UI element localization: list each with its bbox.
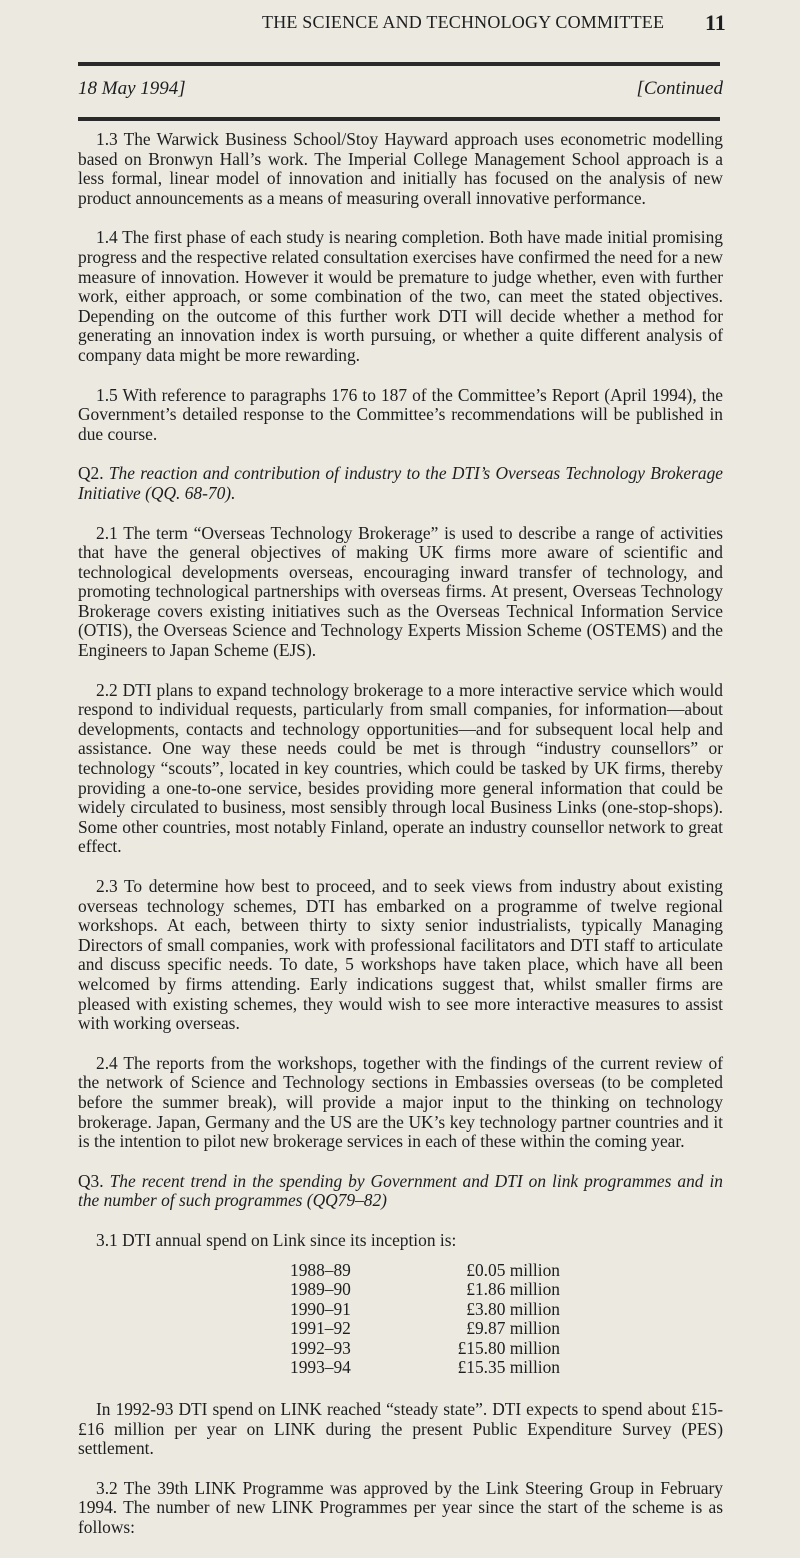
continued-label: [Continued [636, 78, 723, 99]
paragraph-1-5: 1.5 With reference to paragraphs 176 to 187 of the Committee’s Report (April 1994), the Government’s detailed response to the Committee’s recommendations will be published in due course. [78, 384, 723, 444]
link-spend-table [290, 1261, 560, 1379]
paragraph-2-1: 2.1 The term “Overseas Technology Brokerage” is used to describe a range of activities that have the general objectives of making UK firms more aware of scientific and technological developments overseas, encouraging inward transfer of technology, and promoting technological partnerships with overseas firms. At present, Overseas Technology Brokerage covers existing initiatives such as the Overseas Technical Information Service (OTIS), the Overseas Science and Technology Experts Mission Scheme (OSTEMS) and the Engineers to Japan Scheme (EJS). [78, 522, 723, 661]
paragraph-3-2: 3.2 The 39th LINK Programme was approved by the Link Steering Group in February 1994. The number of new LINK Programmes per year since the start of the scheme is as follows: [78, 1477, 723, 1538]
paragraph-2-3: 2.3 To determine how best to proceed, and to seek views from industry about existing overseas technology schemes, DTI has embarked on a programme of twelve regional workshops. At each, between thirty to sixty senior industrialists, typically Managing Directors of small companies, work with professional facilitators and DTI staff to articulate and discuss specific needs. To date, 5 workshops have taken place, which have all been welcomed by firms attending. Early indications suggest that, whilst smaller firms are pleased with existing schemes, they would wish to see more interactive measures to assist with working overseas. [78, 876, 723, 1034]
running-head [0, 10, 800, 44]
paragraph-3-1-continued: In 1992-93 DTI spend on LINK reached “steady state”. DTI expects to spend about £15-£16 million per year on LINK during the present Public Expenditure Survey (PES) settlement. [78, 1399, 723, 1459]
question-2 [78, 464, 723, 503]
spend-year: 1993–94 [290, 1357, 351, 1378]
paragraph-3-1: 3.1 DTI annual spend on Link since its inception is: [96, 1229, 457, 1250]
page-number: 11 [705, 10, 726, 35]
question-3-text: The recent trend in the spending by Government and DTI on link programmes and in the number of such programmes (QQ79–82) [78, 1170, 723, 1211]
question-2-text: The reaction and contribution of industry to the DTI’s Overseas Technology Brokerage Initiative (QQ. 68-70). [78, 463, 723, 503]
session-date: 18 May 1994] [78, 78, 186, 99]
spend-amount: £15.35 million [457, 1357, 560, 1378]
spend-amount: £3.80 million [466, 1298, 560, 1319]
date-line [78, 78, 723, 108]
spend-amount: £15.80 million [457, 1337, 560, 1358]
question-2-number: Q2. [78, 463, 104, 484]
header-rule-bottom [78, 117, 720, 121]
spend-amount: £0.05 million [466, 1259, 560, 1280]
paragraph-2-2: 2.2 DTI plans to expand technology brokerage to a more interactive service which would respond to individual requests, particularly from small companies, for information—about developments, contacts and technology opportunities—and for subsequent local help and assistance. One way these needs could be met is through “industry counsellors” or technology “scouts”, located in key countries, which could be tasked by UK firms, thereby providing a one-to-one service, besides providing more general information that could be widely circulated to business, most sensibly through local Business Links (one-stop-shops). Some other countries, most notably Finland, operate an industry counsellor network to great effect. [78, 679, 723, 857]
paragraph-2-4: 2.4 The reports from the workshops, together with the findings of the current review of the network of Science and Technology sections in Embassies overseas (to be completed before the summer break), will provide a major input to the thinking on technology brokerage. Japan, Germany and the US are the UK’s key technology partner countries and it is the intention to pilot new brokerage services in each of these within the coming year. [78, 1052, 723, 1152]
spend-year: 1992–93 [290, 1337, 351, 1358]
question-3-number: Q3. [78, 1170, 104, 1191]
table-row [290, 1261, 560, 1281]
table-row [290, 1300, 560, 1320]
header-rule-top [78, 62, 720, 66]
paragraph-1-3: 1.3 The Warwick Business School/Stoy Hayward approach uses econometric modelling based on Bronwyn Hall’s work. The Imperial College Management School approach is a less formal, linear model of innovation and initially has focused on the analysis of new product announcements as a means of measuring overall innovative performance. [78, 129, 723, 208]
document-body [78, 130, 723, 1558]
running-title: THE SCIENCE AND TECHNOLOGY COMMITTEE [262, 12, 665, 32]
table-row [290, 1280, 560, 1300]
paragraph-1-4: 1.4 The first phase of each study is nearing completion. Both have made initial promising progress and the respective related consultation exercises have confirmed the need for a new measure of innovation. However it would be premature to judge whether, even with further work, either approach, or some combination of the two, can meet the stated objectives. Depending on the outcome of this further work DTI will decide whether a method for generating an innovation index is worth pursuing, or whether a quite different analysis of company data might be more rewarding. [78, 227, 723, 365]
spend-year: 1991–92 [290, 1318, 351, 1339]
question-3 [78, 1172, 723, 1211]
spend-year: 1988–89 [290, 1259, 351, 1280]
spend-year: 1990–91 [290, 1298, 351, 1319]
spend-year: 1989–90 [290, 1279, 351, 1300]
table-row [290, 1319, 560, 1339]
table-row [290, 1358, 560, 1378]
spend-amount: £1.86 million [466, 1279, 560, 1300]
table-row [290, 1339, 560, 1359]
spend-amount: £9.87 million [466, 1318, 560, 1339]
